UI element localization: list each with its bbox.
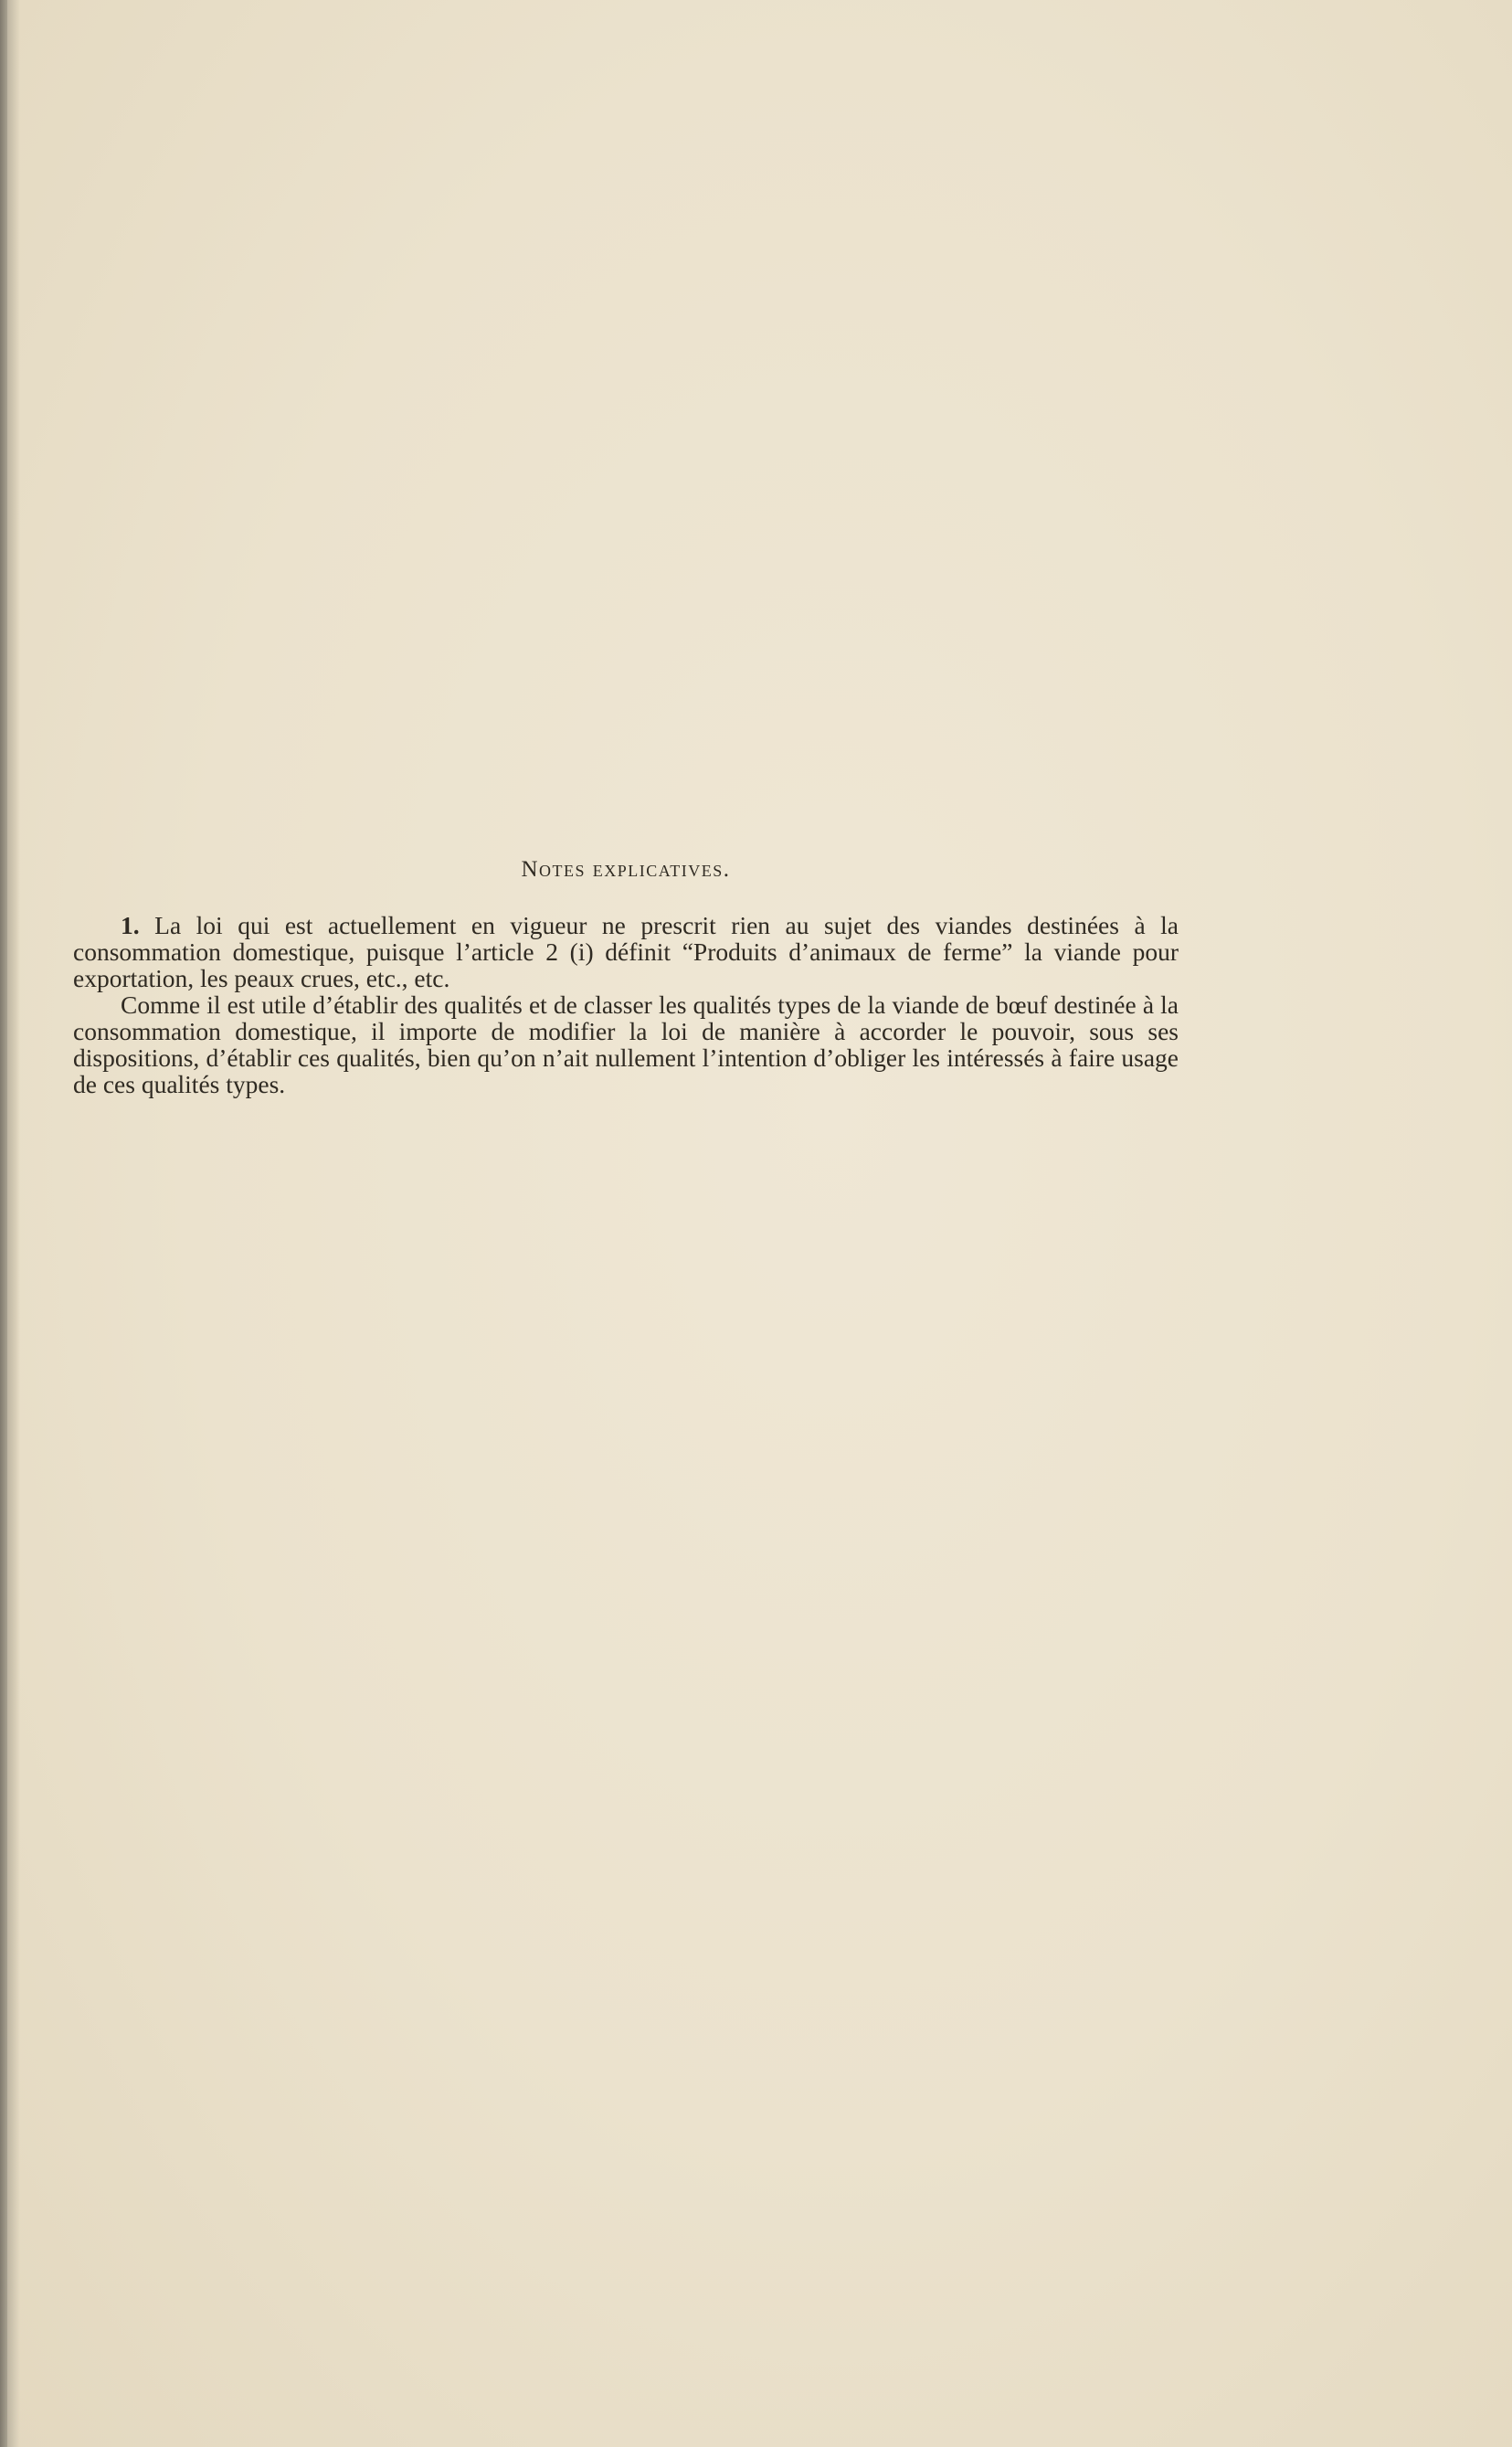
binding-shadow — [0, 0, 7, 2447]
notes-title: Notes explicatives. — [521, 857, 731, 882]
note-number: 1. — [121, 911, 140, 939]
note-paragraph-2: Comme il est utile d’établir des qualités et de classer les qualités types de la viande de bœuf destinée à la consommation domestique, il importe de modifier la loi de manière à accorder le pouvoir, sous ses dispositions, d’établir ces qualités, bien qu’on n’ait nullement l’intention d’obliger les intéressés à faire usage de ces qualités types. — [73, 990, 1179, 1098]
note-paragraph-1 — [73, 912, 1179, 991]
note-paragraph-1-text: La loi qui est actuellement en vigueur ne prescrit rien au sujet des viandes destinées à la consommation domestique, puisque l’article 2 (i) définit “Produits d’animaux de ferme” la viande pour exportation, les peaux crues, etc., etc. — [73, 911, 1179, 992]
explanatory-notes — [73, 857, 1179, 1097]
